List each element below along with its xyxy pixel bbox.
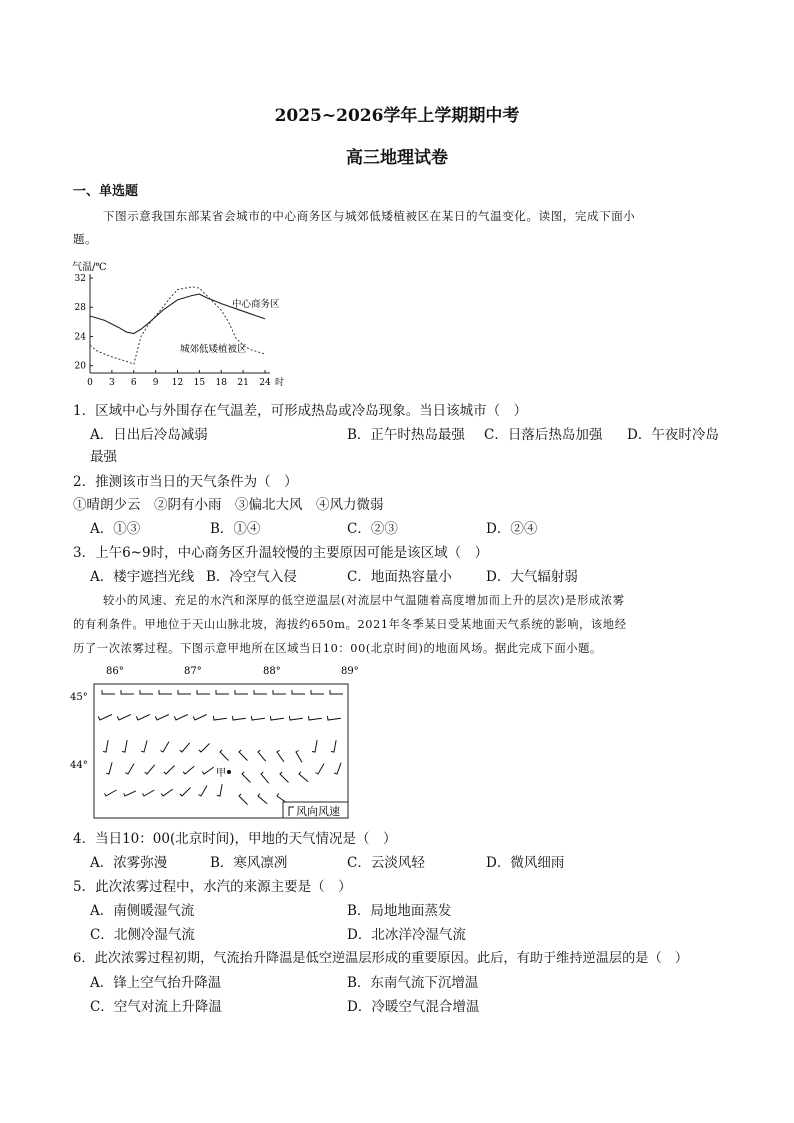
wind-barb	[197, 690, 210, 694]
q5-stem: 5．此次浓雾过程中，水汽的来源主要是（ ）	[73, 879, 352, 895]
place-marker-jia	[227, 770, 231, 774]
x-tick-label: 6	[130, 378, 137, 388]
wind-barb	[180, 788, 191, 797]
wind-barb	[315, 764, 324, 774]
wind-barb	[103, 740, 108, 752]
wind-barb	[198, 786, 207, 796]
q2-option-d[interactable]: D．②④	[486, 521, 538, 537]
q1-option-d-cont: 最强	[90, 449, 117, 465]
q6-option-d[interactable]: D．冷暖空气混合增温	[347, 999, 480, 1015]
wind-barb	[299, 772, 308, 782]
x-tick-label: 9	[152, 378, 159, 388]
y-tick-label: 28	[74, 303, 86, 314]
wind-barb	[280, 772, 289, 783]
wind-barb	[174, 715, 188, 721]
q4-option-b[interactable]: B．寒风凛冽	[210, 855, 288, 871]
wind-barb	[334, 763, 341, 774]
wind-barb	[140, 690, 153, 694]
wind-barb	[98, 715, 112, 721]
wind-barb	[202, 767, 214, 774]
wind-barb	[143, 790, 155, 796]
wind-barb	[273, 690, 286, 694]
q2-stem: 2．推测该市当日的天气条件为（ ）	[73, 474, 298, 490]
lon-label-89: 89°	[341, 666, 359, 677]
q6-stem: 6．此次浓雾过程初期，气流抬升降温是低空逆温层形成的重要原因。此后，有助于维持逆温层的是（ ）	[73, 951, 689, 966]
temperature-chart	[70, 254, 300, 390]
wind-barb	[164, 766, 175, 775]
y-tick-label: 24	[74, 332, 86, 343]
wind-barb	[141, 740, 147, 752]
q5-option-a[interactable]: A．南侧暖湿气流	[90, 903, 195, 919]
wind-barb	[239, 750, 248, 761]
wind-barb	[121, 690, 134, 694]
q3-option-c[interactable]: C．地面热容量小	[347, 569, 452, 585]
wind-barb	[117, 715, 131, 721]
wind-field-map	[70, 662, 360, 824]
x-tick-label: 0	[87, 378, 93, 388]
wind-barb	[289, 716, 303, 720]
wind-barb	[330, 690, 343, 694]
y-axis-label: 气温/℃	[72, 262, 107, 273]
wind-barb	[251, 716, 265, 720]
x-tick-label: 24	[259, 378, 271, 388]
wind-barb	[106, 762, 112, 774]
wind-barb	[327, 716, 341, 720]
wind-barb	[239, 794, 248, 805]
wind-barb	[193, 715, 207, 721]
q3-stem: 3．上午6~9时，中心商务区升温较慢的主要原因可能是该区域（ ）	[73, 545, 489, 561]
wind-barb	[160, 742, 169, 752]
y-tick-label: 32	[74, 274, 86, 284]
q2-option-c[interactable]: C．②③	[347, 521, 398, 537]
q1-option-a[interactable]: A．日出后冷岛减弱	[90, 427, 208, 443]
lon-label-88: 88°	[263, 666, 281, 677]
q5-option-c[interactable]: C．北侧冷湿气流	[90, 927, 195, 943]
wind-barb	[216, 690, 229, 694]
intro2-line-1: 较小的风速、充足的水汽和深厚的低空逆温层(对流层中气温随着高度增加而上升的层次)是形成浓雾	[103, 594, 625, 607]
q5-option-d[interactable]: D．北冰洋冷湿气流	[347, 927, 466, 943]
wind-barb	[159, 690, 172, 694]
wind-barb	[145, 765, 155, 774]
wind-barb	[178, 690, 191, 694]
q6-option-c[interactable]: C．空气对流上升降温	[90, 999, 222, 1015]
lat-label-45: 45°	[70, 692, 88, 703]
q3-option-b[interactable]: B．冷空气入侵	[206, 569, 297, 585]
q1-option-c[interactable]: C．日落后热岛加强	[484, 427, 603, 443]
wind-barb	[277, 794, 287, 803]
place-label-jia: 甲	[216, 768, 226, 779]
wind-barb	[183, 766, 194, 774]
lon-label-86: 86°	[106, 666, 124, 677]
q4-stem: 4．当日10：00(北京时间)，甲地的天气情况是（ ）	[73, 831, 397, 847]
wind-barb	[161, 789, 173, 796]
wind-barb	[331, 740, 336, 752]
intro-line-1: 下图示意我国东部某省会城市的中心商务区与城郊低矮植被区在某日的气温变化。读图，完成下面小	[103, 209, 636, 223]
wind-barb	[242, 772, 251, 783]
wind-barb	[254, 690, 267, 694]
legend-text: 风向风速	[296, 805, 340, 818]
wind-barb	[105, 790, 117, 796]
intro2-line-3: 历了一次浓雾过程。下图示意甲地所在区域当日10：00(北京时间)的地面风场。据此完成下面小题。	[73, 642, 602, 655]
x-tick-label: 21	[237, 378, 249, 388]
q1-stem: 1．区域中心与外围存在气温差，可形成热岛或冷岛现象。当日该城市（ ）	[73, 403, 528, 419]
wind-barb	[199, 744, 210, 753]
q6-option-b[interactable]: B．东南气流下沉增温	[347, 975, 479, 991]
q6-option-a[interactable]: A．锋上空气抬升降温	[90, 975, 222, 991]
q4-option-a[interactable]: A．浓雾弥漫	[90, 855, 168, 871]
wind-barb	[220, 750, 229, 761]
wind-barb	[232, 716, 246, 720]
x-tick-label: 3	[109, 378, 115, 388]
y-tick-label: 20	[74, 361, 86, 372]
x-tick-label: 18	[215, 378, 227, 388]
wind-barb	[235, 690, 248, 694]
q2-items: ①晴朗少云 ②阴有小雨 ③偏北大风 ④风力微弱	[73, 497, 384, 513]
wind-barb	[180, 743, 190, 752]
q3-option-d[interactable]: D．大气辐射弱	[486, 569, 578, 585]
intro-line-2: 题。	[73, 232, 98, 246]
wind-barb	[270, 716, 284, 720]
wind-barb	[258, 794, 267, 804]
wind-barb	[102, 690, 115, 694]
x-axis-unit: 时	[275, 378, 285, 388]
wind-barb	[124, 791, 136, 796]
q1-option-b[interactable]: B．正午时热岛最强	[347, 427, 465, 443]
exam-title: 2025~2026学年上学期期中考	[274, 106, 520, 126]
wind-barb	[213, 716, 227, 720]
q4-option-d[interactable]: D．微风细雨	[486, 855, 565, 871]
series-label-cbd: 中心商务区	[232, 299, 280, 310]
q2-option-a[interactable]: A．①③	[90, 521, 141, 537]
section-heading: 一、单选题	[73, 184, 139, 199]
q4-option-c[interactable]: C．云淡风轻	[347, 855, 425, 871]
wind-barb	[125, 764, 134, 774]
q5-option-b[interactable]: B．局地地面蒸发	[347, 903, 452, 919]
intro2-line-2: 的有利条件。甲地位于天山山脉北坡，海拔约650m。2021年冬季某日受某地面天气系统的影响，该地经	[73, 618, 627, 631]
series-label-suburb: 城郊低矮植被区	[180, 344, 247, 355]
q1-option-d[interactable]: D．午夜时冷岛	[627, 427, 719, 443]
lat-label-44: 44°	[70, 760, 88, 771]
q2-option-b[interactable]: B．①④	[210, 521, 261, 537]
wind-barb	[217, 784, 222, 796]
wind-barb	[277, 750, 284, 762]
wind-barb	[261, 772, 269, 783]
wind-barb	[292, 690, 305, 694]
wind-barb	[136, 715, 150, 721]
wind-barb	[122, 740, 127, 752]
x-tick-label: 15	[193, 378, 206, 388]
wind-barb	[258, 750, 266, 761]
lon-label-87: 87°	[184, 666, 202, 677]
wind-barb	[311, 690, 324, 694]
exam-subtitle: 高三地理试卷	[346, 148, 448, 168]
wind-barb	[155, 715, 169, 721]
x-tick-label: 12	[171, 378, 184, 388]
q3-option-a[interactable]: A．楼宇遮挡光线	[90, 569, 195, 585]
wind-barb	[312, 740, 317, 752]
wind-barb	[296, 751, 302, 763]
wind-barb	[308, 716, 322, 720]
